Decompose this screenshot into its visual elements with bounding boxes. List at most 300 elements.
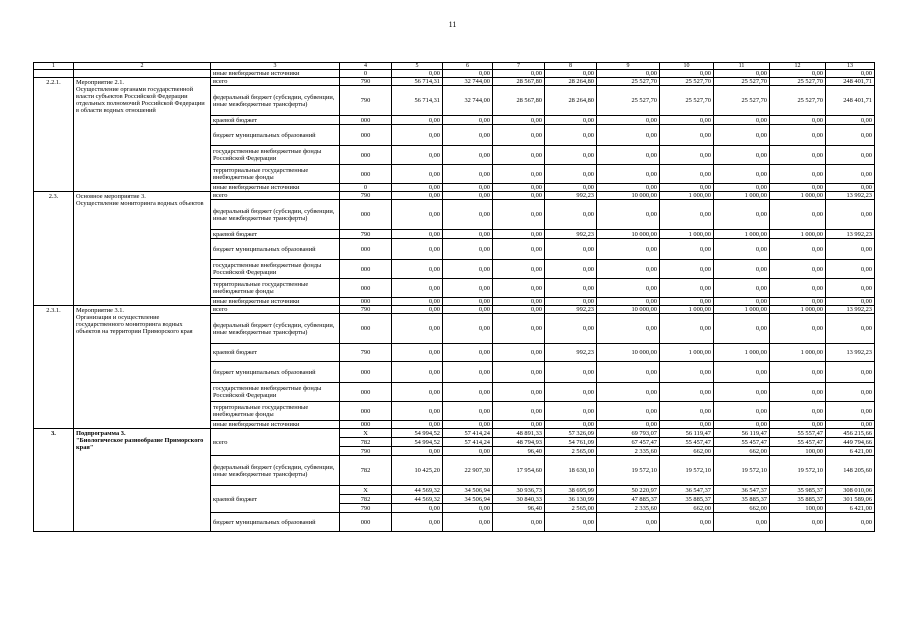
amount-cell: 0,00 [392,192,443,200]
amount-cell: 0,00 [443,230,493,239]
funding-source-cell: иные внебюджетные источники [211,421,340,429]
budget-code-cell: 0 [340,70,392,78]
amount-cell: 0,00 [443,146,493,165]
table-row [34,429,875,438]
funding-source-cell: краевой бюджет [211,344,340,362]
column-number-cell: 6 [443,63,493,70]
amount-cell: 0,00 [392,116,443,125]
amount-cell: 0,00 [826,513,875,532]
amount-cell: 0,00 [660,200,714,230]
funding-source-cell: краевой бюджет [211,486,340,513]
budget-code-cell: X [340,429,392,438]
column-number-cell: 7 [493,63,545,70]
amount-cell: 0,00 [443,279,493,298]
amount-cell: 56 714,31 [392,86,443,116]
amount-cell: 0,00 [826,298,875,306]
amount-cell: 0,00 [443,383,493,402]
amount-cell: 0,00 [493,200,545,230]
amount-cell: 1 000,00 [714,230,770,239]
amount-cell: 0,00 [443,402,493,421]
amount-cell: 0,00 [545,402,597,421]
amount-cell: 57 414,24 [443,429,493,438]
item-name-cell: Основное мероприятие 3. Осуществление мониторинга водных объектов [74,192,211,306]
amount-cell: 0,00 [493,239,545,260]
amount-cell: 0,00 [443,504,493,513]
amount-cell: 25 527,70 [770,78,826,86]
amount-cell: 0,00 [392,260,443,279]
budget-code-cell: 790 [340,306,392,314]
amount-cell: 18 630,10 [545,456,597,486]
table-body [34,63,875,532]
amount-cell: 0,00 [392,298,443,306]
amount-cell: 0,00 [392,314,443,344]
amount-cell: 0,00 [392,279,443,298]
table-row [34,78,875,86]
amount-cell: 34 506,94 [443,495,493,504]
amount-cell: 0,00 [493,421,545,429]
item-number-cell: 3. [34,429,74,532]
budget-code-cell: 000 [340,239,392,260]
amount-cell: 0,00 [443,260,493,279]
amount-cell: 0,00 [493,184,545,192]
amount-cell: 0,00 [660,146,714,165]
amount-cell: 13 992,23 [826,344,875,362]
funding-source-cell: всего [211,306,340,314]
column-number-cell: 13 [826,63,875,70]
amount-cell: 0,00 [392,402,443,421]
amount-cell: 0,00 [826,314,875,344]
budget-code-cell: 000 [340,383,392,402]
amount-cell: 57 414,24 [443,438,493,447]
amount-cell: 0,00 [597,421,660,429]
amount-cell: 0,00 [770,383,826,402]
amount-cell: 0,00 [714,125,770,146]
item-number-cell: 2.2.1. [34,78,74,192]
amount-cell: 0,00 [714,513,770,532]
amount-cell: 35 885,37 [714,495,770,504]
amount-cell: 248 401,71 [826,86,875,116]
funding-source-cell: бюджет муниципальных образований [211,239,340,260]
amount-cell: 6 421,00 [826,504,875,513]
amount-cell: 2 335,60 [597,504,660,513]
amount-cell: 0,00 [392,344,443,362]
item-number-cell [34,70,74,78]
amount-cell: 0,00 [493,383,545,402]
amount-cell: 96,40 [493,447,545,456]
amount-cell: 0,00 [443,344,493,362]
amount-cell: 0,00 [770,70,826,78]
amount-cell: 36 547,37 [660,486,714,495]
amount-cell: 0,00 [545,239,597,260]
amount-cell: 0,00 [545,116,597,125]
amount-cell: 0,00 [493,116,545,125]
amount-cell: 0,00 [545,165,597,184]
amount-cell: 0,00 [826,239,875,260]
amount-cell: 56 119,47 [660,429,714,438]
amount-cell: 0,00 [392,513,443,532]
amount-cell: 10 425,20 [392,456,443,486]
amount-cell: 0,00 [660,260,714,279]
amount-cell: 0,00 [770,362,826,383]
column-number-cell: 10 [660,63,714,70]
amount-cell: 0,00 [545,421,597,429]
column-number-cell: 2 [74,63,211,70]
table-row [34,70,875,78]
amount-cell: 48 891,33 [493,429,545,438]
amount-cell: 0,00 [714,239,770,260]
amount-cell: 0,00 [493,192,545,200]
funding-source-cell: территориальные государственные внебюджетные фонды [211,402,340,421]
amount-cell: 0,00 [597,200,660,230]
funding-source-cell: краевой бюджет [211,230,340,239]
funding-source-cell: государственные внебюджетные фонды Российской Федерации [211,146,340,165]
item-name-cell: Мероприятие 2.1. Осуществление органами государственной власти субъектов Российской Федерации отдельных полномочий Российской Федерации в области водных отношений [74,78,211,192]
amount-cell: 2 335,60 [597,447,660,456]
amount-cell: 0,00 [392,362,443,383]
budget-code-cell: 000 [340,165,392,184]
amount-cell: 248 401,71 [826,78,875,86]
amount-cell: 0,00 [770,184,826,192]
amount-cell: 34 506,94 [443,486,493,495]
amount-cell: 0,00 [443,298,493,306]
budget-code-cell: 000 [340,314,392,344]
amount-cell: 0,00 [545,200,597,230]
amount-cell: 0,00 [443,314,493,344]
column-number-cell: 11 [714,63,770,70]
amount-cell: 1 000,00 [770,344,826,362]
amount-cell: 0,00 [392,504,443,513]
amount-cell: 2 565,00 [545,504,597,513]
item-name-cell: Подпрограмма 3. "Биологическое разнообразие Приморского края" [74,429,211,532]
column-number-row [34,63,875,70]
amount-cell: 0,00 [714,184,770,192]
amount-cell: 25 527,70 [660,78,714,86]
amount-cell: 0,00 [597,116,660,125]
funding-source-cell: государственные внебюджетные фонды Российской Федерации [211,383,340,402]
budget-code-cell: 790 [340,78,392,86]
column-number-cell: 9 [597,63,660,70]
amount-cell: 0,00 [714,421,770,429]
amount-cell: 0,00 [714,165,770,184]
amount-cell: 0,00 [660,116,714,125]
amount-cell: 0,00 [545,260,597,279]
amount-cell: 0,00 [770,260,826,279]
budget-code-cell: 790 [340,86,392,116]
amount-cell: 0,00 [493,362,545,383]
amount-cell: 662,00 [660,504,714,513]
amount-cell: 0,00 [443,362,493,383]
funding-source-cell: всего [211,78,340,86]
amount-cell: 0,00 [660,165,714,184]
amount-cell: 0,00 [493,125,545,146]
table-row [34,306,875,314]
budget-code-cell: 790 [340,447,392,456]
amount-cell: 0,00 [770,279,826,298]
amount-cell: 0,00 [597,513,660,532]
amount-cell: 0,00 [826,116,875,125]
funding-source-cell: бюджет муниципальных образований [211,362,340,383]
budget-code-cell: 0 [340,184,392,192]
amount-cell: 0,00 [660,362,714,383]
amount-cell: 10 000,00 [597,192,660,200]
amount-cell: 0,00 [826,279,875,298]
amount-cell: 0,00 [597,239,660,260]
amount-cell: 0,00 [770,239,826,260]
amount-cell: 0,00 [545,184,597,192]
amount-cell: 0,00 [597,298,660,306]
item-name-cell: Мероприятие 3.1. Организация и осуществление государственного мониторинга водных объектов на территории Приморского края [74,306,211,429]
amount-cell: 0,00 [443,125,493,146]
column-number-cell: 8 [545,63,597,70]
funding-source-cell: федеральный бюджет (субсидии, субвенции, иные межбюджетные трансферты) [211,314,340,344]
amount-cell: 0,00 [392,146,443,165]
amount-cell: 0,00 [660,298,714,306]
budget-code-cell: 000 [340,146,392,165]
budget-code-cell: 782 [340,438,392,447]
amount-cell: 32 744,00 [443,86,493,116]
amount-cell: 0,00 [545,298,597,306]
amount-cell: 25 527,70 [660,86,714,116]
amount-cell: 662,00 [714,447,770,456]
amount-cell: 25 527,70 [714,78,770,86]
amount-cell: 0,00 [714,70,770,78]
amount-cell: 0,00 [493,314,545,344]
amount-cell: 44 569,32 [392,495,443,504]
amount-cell: 35 985,37 [770,486,826,495]
budget-code-cell: 000 [340,279,392,298]
amount-cell: 0,00 [714,279,770,298]
amount-cell: 0,00 [443,447,493,456]
amount-cell: 30 936,73 [493,486,545,495]
amount-cell: 0,00 [770,298,826,306]
column-number-cell: 3 [211,63,340,70]
amount-cell: 13 992,23 [826,230,875,239]
amount-cell: 2 565,00 [545,447,597,456]
table-row [34,192,875,200]
amount-cell: 1 000,00 [714,344,770,362]
amount-cell: 0,00 [770,146,826,165]
amount-cell: 0,00 [660,513,714,532]
amount-cell: 0,00 [545,383,597,402]
amount-cell: 0,00 [392,383,443,402]
amount-cell: 0,00 [392,70,443,78]
budget-code-cell: X [340,486,392,495]
amount-cell: 0,00 [545,279,597,298]
amount-cell: 47 885,37 [597,495,660,504]
amount-cell: 0,00 [493,402,545,421]
amount-cell: 0,00 [545,146,597,165]
amount-cell: 0,00 [597,402,660,421]
amount-cell: 0,00 [714,260,770,279]
amount-cell: 0,00 [545,362,597,383]
amount-cell: 25 527,70 [597,86,660,116]
amount-cell: 44 569,32 [392,486,443,495]
funding-source-cell: федеральный бюджет (субсидии, субвенции, иные межбюджетные трансферты) [211,456,340,486]
amount-cell: 1 000,00 [660,192,714,200]
budget-code-cell: 000 [340,200,392,230]
amount-cell: 992,23 [545,344,597,362]
amount-cell: 0,00 [493,70,545,78]
funding-source-cell: краевой бюджет [211,116,340,125]
amount-cell: 0,00 [826,260,875,279]
budget-code-cell: 782 [340,495,392,504]
amount-cell: 0,00 [493,306,545,314]
page-number: 11 [448,20,457,29]
amount-cell: 0,00 [660,314,714,344]
amount-cell: 0,00 [443,200,493,230]
amount-cell: 456 215,66 [826,429,875,438]
amount-cell: 0,00 [714,362,770,383]
amount-cell: 0,00 [714,146,770,165]
amount-cell: 662,00 [714,504,770,513]
amount-cell: 1 000,00 [770,192,826,200]
amount-cell: 0,00 [443,116,493,125]
amount-cell: 0,00 [770,421,826,429]
funding-source-cell: иные внебюджетные источники [211,184,340,192]
amount-cell: 19 572,10 [770,456,826,486]
amount-cell: 0,00 [826,146,875,165]
amount-cell: 0,00 [392,184,443,192]
funding-source-cell: бюджет муниципальных образований [211,513,340,532]
amount-cell: 0,00 [597,362,660,383]
amount-cell: 19 572,10 [714,456,770,486]
amount-cell: 25 527,70 [770,86,826,116]
amount-cell: 0,00 [597,146,660,165]
amount-cell: 0,00 [826,383,875,402]
amount-cell: 36 130,99 [545,495,597,504]
amount-cell: 0,00 [597,184,660,192]
amount-cell: 0,00 [493,344,545,362]
amount-cell: 54 994,52 [392,429,443,438]
amount-cell: 57 326,09 [545,429,597,438]
amount-cell: 0,00 [545,513,597,532]
budget-table [33,62,875,532]
amount-cell: 1 000,00 [770,230,826,239]
amount-cell: 0,00 [392,125,443,146]
budget-code-cell: 790 [340,504,392,513]
amount-cell: 0,00 [826,421,875,429]
amount-cell: 0,00 [493,165,545,184]
amount-cell: 0,00 [392,421,443,429]
amount-cell: 0,00 [826,165,875,184]
item-number-cell: 2.3.1. [34,306,74,429]
amount-cell: 0,00 [443,513,493,532]
funding-source-cell: бюджет муниципальных образований [211,125,340,146]
column-number-cell: 5 [392,63,443,70]
funding-source-cell: иные внебюджетные источники [211,70,340,78]
funding-source-cell: территориальные государственные внебюджетные фонды [211,279,340,298]
amount-cell: 25 527,70 [714,86,770,116]
amount-cell: 992,23 [545,306,597,314]
budget-code-cell: 000 [340,402,392,421]
amount-cell: 28 264,80 [545,86,597,116]
amount-cell: 96,40 [493,504,545,513]
amount-cell: 0,00 [826,184,875,192]
amount-cell: 0,00 [392,447,443,456]
amount-cell: 10 000,00 [597,344,660,362]
amount-cell: 0,00 [493,279,545,298]
amount-cell: 0,00 [770,116,826,125]
amount-cell: 1 000,00 [714,306,770,314]
amount-cell: 0,00 [660,402,714,421]
amount-cell: 0,00 [770,200,826,230]
budget-code-cell: 790 [340,344,392,362]
amount-cell: 0,00 [597,70,660,78]
amount-cell: 0,00 [597,383,660,402]
column-number-cell: 1 [34,63,74,70]
amount-cell: 0,00 [443,70,493,78]
amount-cell: 0,00 [545,70,597,78]
budget-code-cell: 000 [340,513,392,532]
amount-cell: 0,00 [493,513,545,532]
amount-cell: 0,00 [826,200,875,230]
amount-cell: 0,00 [443,184,493,192]
amount-cell: 0,00 [545,314,597,344]
amount-cell: 17 954,60 [493,456,545,486]
amount-cell: 1 000,00 [660,230,714,239]
amount-cell: 0,00 [714,314,770,344]
amount-cell: 0,00 [660,239,714,260]
amount-cell: 13 992,23 [826,192,875,200]
amount-cell: 56 119,47 [714,429,770,438]
amount-cell: 0,00 [493,260,545,279]
amount-cell: 0,00 [770,402,826,421]
amount-cell: 308 010,06 [826,486,875,495]
amount-cell: 55 457,47 [770,438,826,447]
amount-cell: 662,00 [660,447,714,456]
funding-source-cell: федеральный бюджет (субсидии, субвенции, иные межбюджетные трансферты) [211,86,340,116]
column-number-cell: 4 [340,63,392,70]
amount-cell: 0,00 [493,146,545,165]
amount-cell: 28 567,80 [493,78,545,86]
amount-cell: 55 557,47 [770,429,826,438]
amount-cell: 69 793,07 [597,429,660,438]
amount-cell: 0,00 [660,383,714,402]
amount-cell: 0,00 [493,298,545,306]
amount-cell: 100,00 [770,447,826,456]
amount-cell: 0,00 [770,314,826,344]
amount-cell: 32 744,00 [443,78,493,86]
budget-code-cell: 000 [340,260,392,279]
funding-source-cell: федеральный бюджет (субсидии, субвенции, иные межбюджетные трансферты) [211,200,340,230]
budget-code-cell: 000 [340,125,392,146]
amount-cell: 0,00 [493,230,545,239]
amount-cell: 1 000,00 [660,344,714,362]
amount-cell: 35 885,37 [660,495,714,504]
budget-code-cell: 000 [340,116,392,125]
amount-cell: 0,00 [597,165,660,184]
budget-code-cell: 790 [340,230,392,239]
amount-cell: 10 000,00 [597,230,660,239]
amount-cell: 0,00 [392,239,443,260]
amount-cell: 0,00 [443,421,493,429]
amount-cell: 67 457,47 [597,438,660,447]
amount-cell: 0,00 [714,200,770,230]
amount-cell: 0,00 [660,125,714,146]
amount-cell: 0,00 [443,239,493,260]
amount-cell: 10 000,00 [597,306,660,314]
amount-cell: 0,00 [660,421,714,429]
funding-source-cell: территориальные государственные внебюджетные фонды [211,165,340,184]
funding-source-cell: всего [211,192,340,200]
amount-cell: 0,00 [660,279,714,298]
amount-cell: 0,00 [443,165,493,184]
amount-cell: 50 220,97 [597,486,660,495]
amount-cell: 0,00 [826,125,875,146]
amount-cell: 48 794,93 [493,438,545,447]
amount-cell: 449 794,66 [826,438,875,447]
amount-cell: 6 421,00 [826,447,875,456]
